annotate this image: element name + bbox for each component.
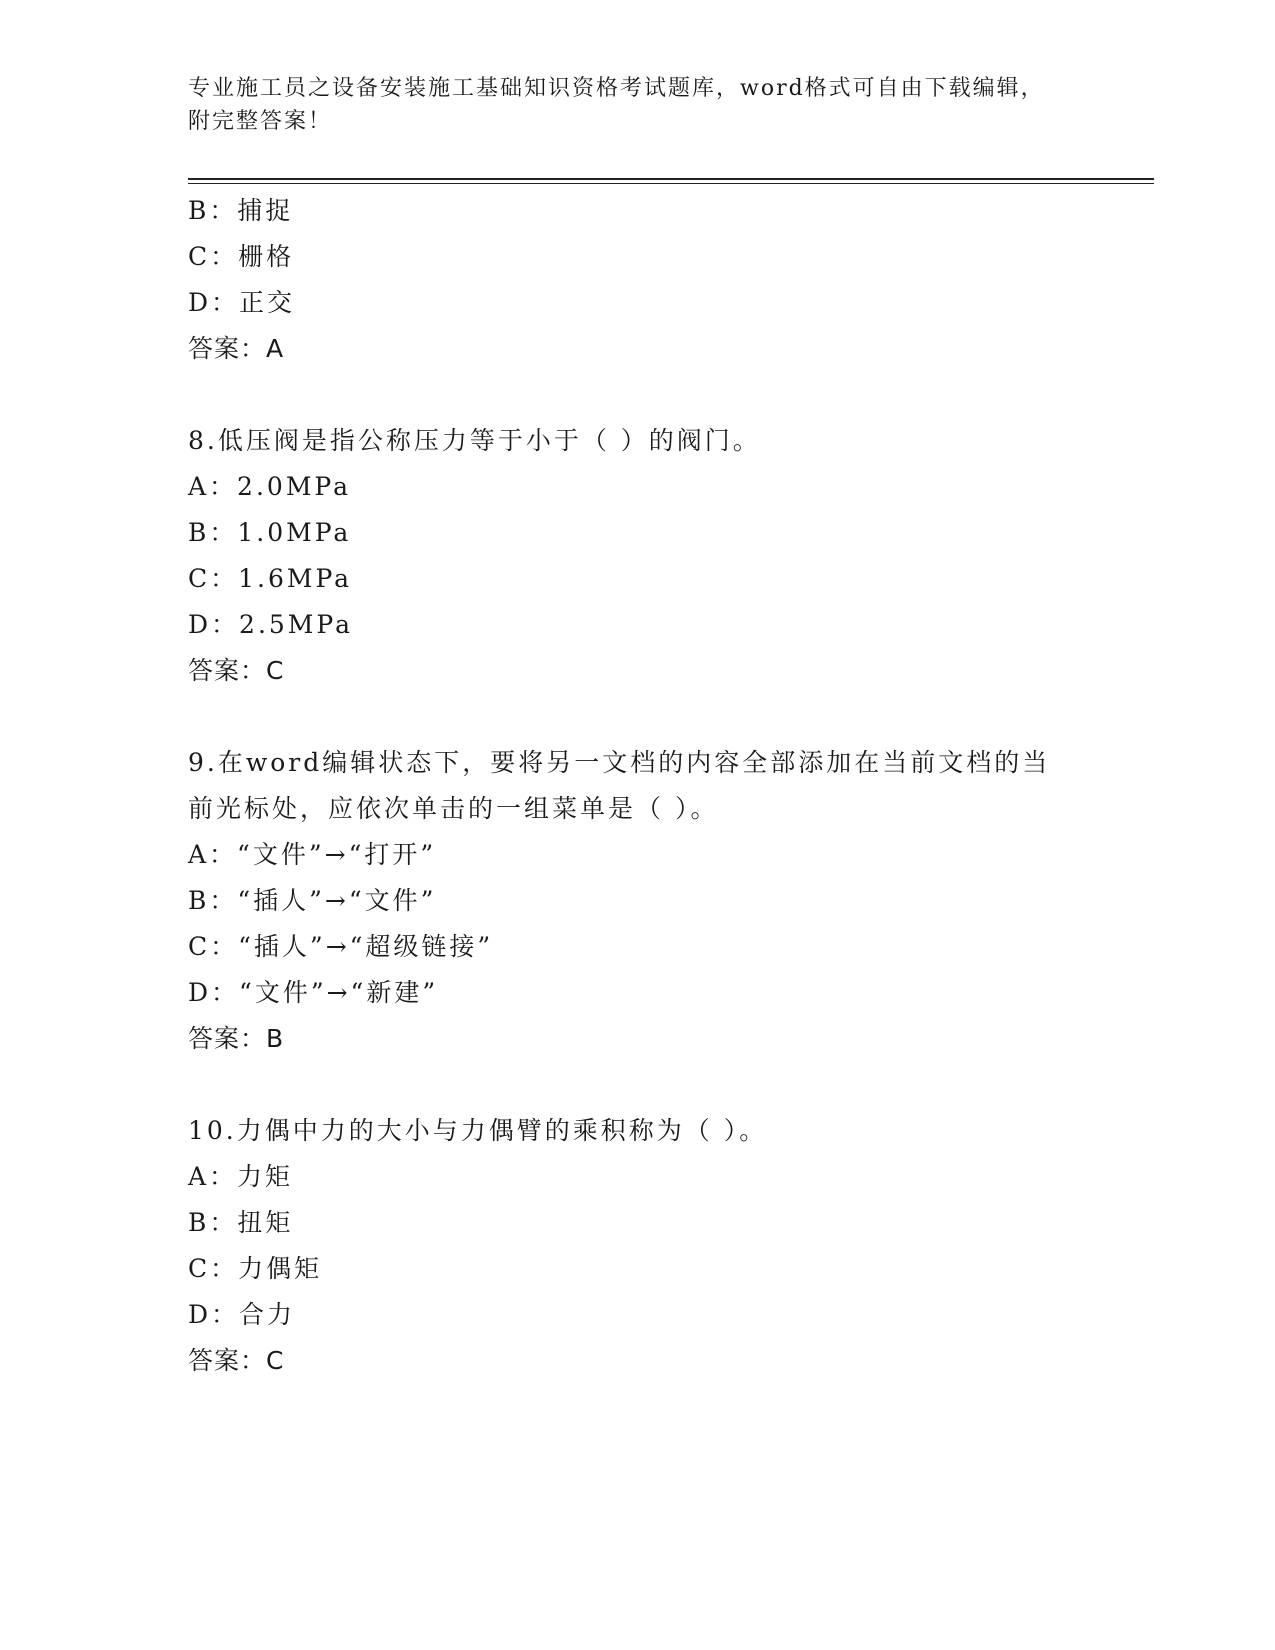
option-d: D：合力 bbox=[188, 1300, 296, 1329]
option-a: A：2.0MPa bbox=[188, 472, 352, 501]
question-block-9 bbox=[188, 740, 1088, 1062]
answer-line: 答案：C bbox=[188, 1346, 285, 1375]
header-line-2: 附完整答案！ bbox=[188, 109, 333, 134]
document-header bbox=[188, 72, 1068, 138]
option-c: C：栅格 bbox=[188, 242, 295, 271]
option-d: D：正交 bbox=[188, 288, 296, 317]
option-c: C：力偶矩 bbox=[188, 1254, 323, 1283]
spacer bbox=[188, 1062, 1088, 1108]
header-divider-thin bbox=[188, 183, 1154, 184]
option-d: D：“文件”→“新建” bbox=[188, 978, 439, 1007]
option-a: A：“文件”→“打开” bbox=[188, 840, 437, 869]
question-block-10 bbox=[188, 1108, 1088, 1384]
answer-line: 答案：C bbox=[188, 656, 285, 685]
spacer bbox=[188, 694, 1088, 740]
option-c: C：“插人”→“超级链接” bbox=[188, 932, 494, 961]
option-b: B：1.0MPa bbox=[188, 518, 352, 547]
header-line-1: 专业施工员之设备安装施工基础知识资格考试题库，word格式可自由下载编辑， bbox=[188, 76, 1045, 101]
option-b: B：捕捉 bbox=[188, 196, 294, 225]
option-b: B：扭矩 bbox=[188, 1208, 294, 1237]
option-b: B：“插人”→“文件” bbox=[188, 886, 437, 915]
question-stem: 9.在word编辑状态下，要将另一文档的内容全部添加在当前文档的当 bbox=[188, 748, 1051, 777]
question-list bbox=[188, 188, 1088, 1384]
question-stem-continued: 前光标处，应依次单击的一组菜单是（ ）。 bbox=[188, 794, 719, 823]
question-stem: 10.力偶中力的大小与力偶臂的乘积称为（ ）。 bbox=[188, 1116, 768, 1145]
answer-line: 答案：B bbox=[188, 1024, 285, 1053]
question-stem: 8.低压阀是指公称压力等于小于（ ）的阀门。 bbox=[188, 426, 761, 455]
option-d: D：2.5MPa bbox=[188, 610, 354, 639]
header-divider-thick bbox=[188, 178, 1154, 180]
option-c: C：1.6MPa bbox=[188, 564, 353, 593]
question-block-7 bbox=[188, 188, 1088, 372]
spacer bbox=[188, 372, 1088, 418]
question-block-8 bbox=[188, 418, 1088, 694]
option-a: A：力矩 bbox=[188, 1162, 294, 1191]
answer-line: 答案：A bbox=[188, 334, 285, 363]
